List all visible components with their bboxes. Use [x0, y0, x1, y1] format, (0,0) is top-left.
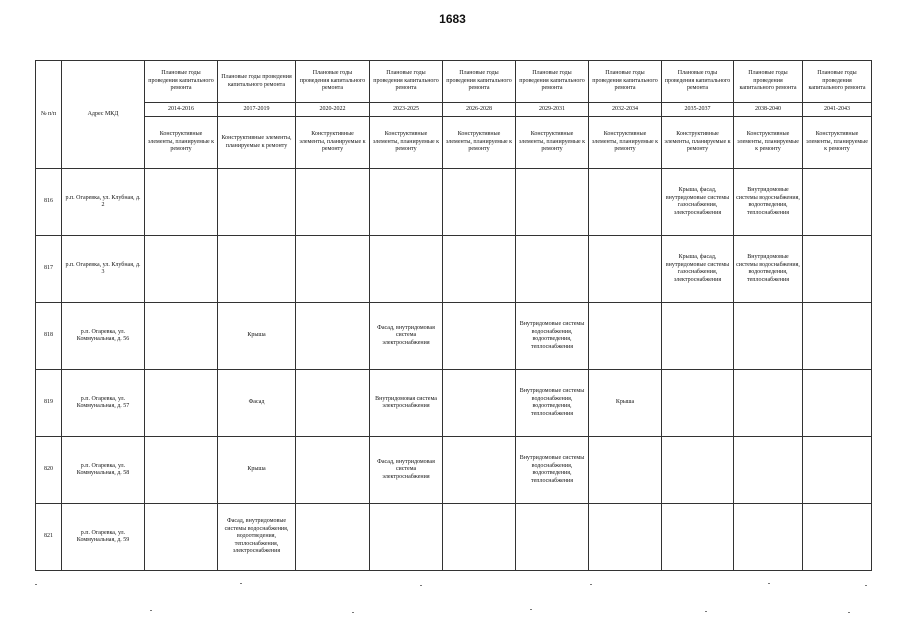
- repair-elements-cell: [218, 236, 296, 303]
- repair-elements-cell: [589, 504, 662, 571]
- repair-elements-cell: Внутридомовые системы водоснабжения, водоотведения, теплоснабжения: [734, 169, 803, 236]
- repair-elements-cell: [296, 236, 370, 303]
- row-address: р.п. Огаревка, ул. Коммунальная, д. 56: [62, 303, 145, 370]
- address-header: Адрес МКД: [62, 61, 145, 169]
- period-years-header: 2035-2037: [662, 103, 734, 117]
- period-years-header: 2029-2031: [516, 103, 589, 117]
- repair-elements-cell: [662, 437, 734, 504]
- period-years-header: 2020-2022: [296, 103, 370, 117]
- row-address: р.п. Огаревка, ул. Клубная, д. 2: [62, 169, 145, 236]
- table-row: [36, 504, 872, 571]
- row-address: р.п. Огаревка, ул. Клубная, д. 3: [62, 236, 145, 303]
- repair-elements-cell: [443, 303, 516, 370]
- table-row: [36, 169, 872, 236]
- period-elements-header: Конструктивные элементы, планируемые к ремонту: [803, 117, 872, 169]
- period-years-header: 2017-2019: [218, 103, 296, 117]
- repair-elements-cell: [803, 303, 872, 370]
- repair-elements-cell: [803, 236, 872, 303]
- repair-elements-cell: [145, 303, 218, 370]
- repair-elements-cell: [145, 437, 218, 504]
- repair-elements-cell: [803, 437, 872, 504]
- table-body: [36, 169, 872, 571]
- repair-elements-cell: [145, 236, 218, 303]
- repair-elements-cell: [370, 504, 443, 571]
- period-elements-header: Конструктивные элементы, планируемые к ремонту: [734, 117, 803, 169]
- period-years-header: 2023-2025: [370, 103, 443, 117]
- num-header: № п/п: [36, 61, 62, 169]
- row-number: 820: [36, 437, 62, 504]
- repair-elements-cell: [516, 169, 589, 236]
- period-title-header: Плановые годы проведения капитального ремонта: [734, 61, 803, 103]
- repair-elements-cell: [662, 370, 734, 437]
- table-row: [36, 437, 872, 504]
- table-header: [36, 61, 872, 169]
- period-elements-header: Конструктивные элементы, планируемые к ремонту: [443, 117, 516, 169]
- repair-elements-cell: [443, 370, 516, 437]
- repair-elements-cell: Фасад, внутридомовая система электроснабжения: [370, 437, 443, 504]
- repair-elements-cell: [589, 169, 662, 236]
- period-years-header: 2014-2016: [145, 103, 218, 117]
- row-number: 818: [36, 303, 62, 370]
- page-number: 1683: [439, 12, 466, 26]
- repair-elements-cell: [516, 504, 589, 571]
- repair-elements-cell: [662, 504, 734, 571]
- repair-elements-cell: Крыша: [218, 303, 296, 370]
- period-title-header: Плановые годы проведения капитального ремонта: [662, 61, 734, 103]
- row-number: 819: [36, 370, 62, 437]
- repair-elements-cell: [734, 437, 803, 504]
- repair-elements-cell: [803, 370, 872, 437]
- scan-artifacts: [0, 582, 905, 632]
- repair-elements-cell: [803, 169, 872, 236]
- period-title-header: Плановые годы проведения капитального ремонта: [218, 61, 296, 103]
- row-address: р.п. Огаревка, ул. Коммунальная, д. 58: [62, 437, 145, 504]
- repair-elements-cell: Крыша, фасад, внутридомовые системы газоснабжения, электроснабжения: [662, 236, 734, 303]
- period-title-header: Плановые годы проведения капитального ремонта: [803, 61, 872, 103]
- period-years-header: 2041-2043: [803, 103, 872, 117]
- repair-elements-cell: [516, 236, 589, 303]
- row-number: 821: [36, 504, 62, 571]
- period-elements-header: Конструктивные элементы, планируемые к ремонту: [296, 117, 370, 169]
- repair-elements-cell: [734, 303, 803, 370]
- period-years-header: 2026-2028: [443, 103, 516, 117]
- period-years-header: 2032-2034: [589, 103, 662, 117]
- row-number: 816: [36, 169, 62, 236]
- table-row: [36, 236, 872, 303]
- repair-elements-cell: Крыша, фасад, внутридомовые системы газоснабжения, электроснабжения: [662, 169, 734, 236]
- repair-elements-cell: Внутридомовые системы водоснабжения, водоотведения, теплоснабжения: [516, 437, 589, 504]
- repair-elements-cell: Внутридомовые системы водоснабжения, водоотведения, теплоснабжения: [516, 370, 589, 437]
- repair-elements-cell: [734, 504, 803, 571]
- period-elements-header: Конструктивные элементы, планируемые к ремонту: [589, 117, 662, 169]
- repair-elements-cell: [662, 303, 734, 370]
- repair-elements-cell: [589, 303, 662, 370]
- repair-elements-cell: [296, 504, 370, 571]
- row-number: 817: [36, 236, 62, 303]
- repair-elements-cell: [296, 169, 370, 236]
- period-title-header: Плановые годы проведения капитального ремонта: [145, 61, 218, 103]
- period-years-header: 2038-2040: [734, 103, 803, 117]
- repair-elements-cell: [145, 169, 218, 236]
- repair-elements-cell: Крыша: [589, 370, 662, 437]
- repair-elements-cell: [443, 169, 516, 236]
- period-title-header: Плановые годы проведения капитального ремонта: [296, 61, 370, 103]
- repair-elements-cell: Фасад, внутридомовая система электроснабжения: [370, 303, 443, 370]
- repair-elements-cell: [218, 169, 296, 236]
- repair-elements-cell: Фасад: [218, 370, 296, 437]
- repair-elements-cell: [296, 437, 370, 504]
- repair-elements-cell: [803, 504, 872, 571]
- period-title-header: Плановые годы проведения капитального ремонта: [370, 61, 443, 103]
- period-elements-header: Конструктивные элементы, планируемые к ремонту: [662, 117, 734, 169]
- repair-elements-cell: [589, 437, 662, 504]
- repair-elements-cell: Внутридомовые системы водоснабжения, водоотведения, теплоснабжения: [516, 303, 589, 370]
- repair-elements-cell: [734, 370, 803, 437]
- period-title-header: Плановые годы проведения капитального ремонта: [516, 61, 589, 103]
- repair-elements-cell: [370, 236, 443, 303]
- period-title-header: Плановые годы проведения капитального ремонта: [589, 61, 662, 103]
- row-address: р.п. Огаревка, ул. Коммунальная, д. 59: [62, 504, 145, 571]
- repair-elements-cell: Внутридомовая система электроснабжения: [370, 370, 443, 437]
- repair-elements-cell: [370, 169, 443, 236]
- repair-elements-cell: Крыша: [218, 437, 296, 504]
- period-elements-header: Конструктивные элементы, планируемые к ремонту: [145, 117, 218, 169]
- table-row: [36, 370, 872, 437]
- repair-elements-cell: Фасад, внутридомовые системы водоснабжения, водоотведения, теплоснабжения, электроснабжения: [218, 504, 296, 571]
- repair-elements-cell: [443, 236, 516, 303]
- repair-elements-cell: [589, 236, 662, 303]
- period-elements-header: Конструктивные элементы, планируемые к ремонту: [370, 117, 443, 169]
- repair-elements-cell: Внутридомовые системы водоснабжения, водоотведения, теплоснабжения: [734, 236, 803, 303]
- repair-elements-cell: [296, 370, 370, 437]
- capital-repair-plan-table: [35, 60, 872, 571]
- period-title-header: Плановые годы проведения капитального ремонта: [443, 61, 516, 103]
- repair-elements-cell: [443, 504, 516, 571]
- period-elements-header: Конструктивные элементы, планируемые к ремонту: [516, 117, 589, 169]
- table-row: [36, 303, 872, 370]
- repair-elements-cell: [145, 504, 218, 571]
- repair-elements-cell: [145, 370, 218, 437]
- repair-elements-cell: [296, 303, 370, 370]
- repair-elements-cell: [443, 437, 516, 504]
- row-address: р.п. Огаревка, ул. Коммунальная, д. 57: [62, 370, 145, 437]
- period-elements-header: Конструктивные элементы, планируемые к ремонту: [218, 117, 296, 169]
